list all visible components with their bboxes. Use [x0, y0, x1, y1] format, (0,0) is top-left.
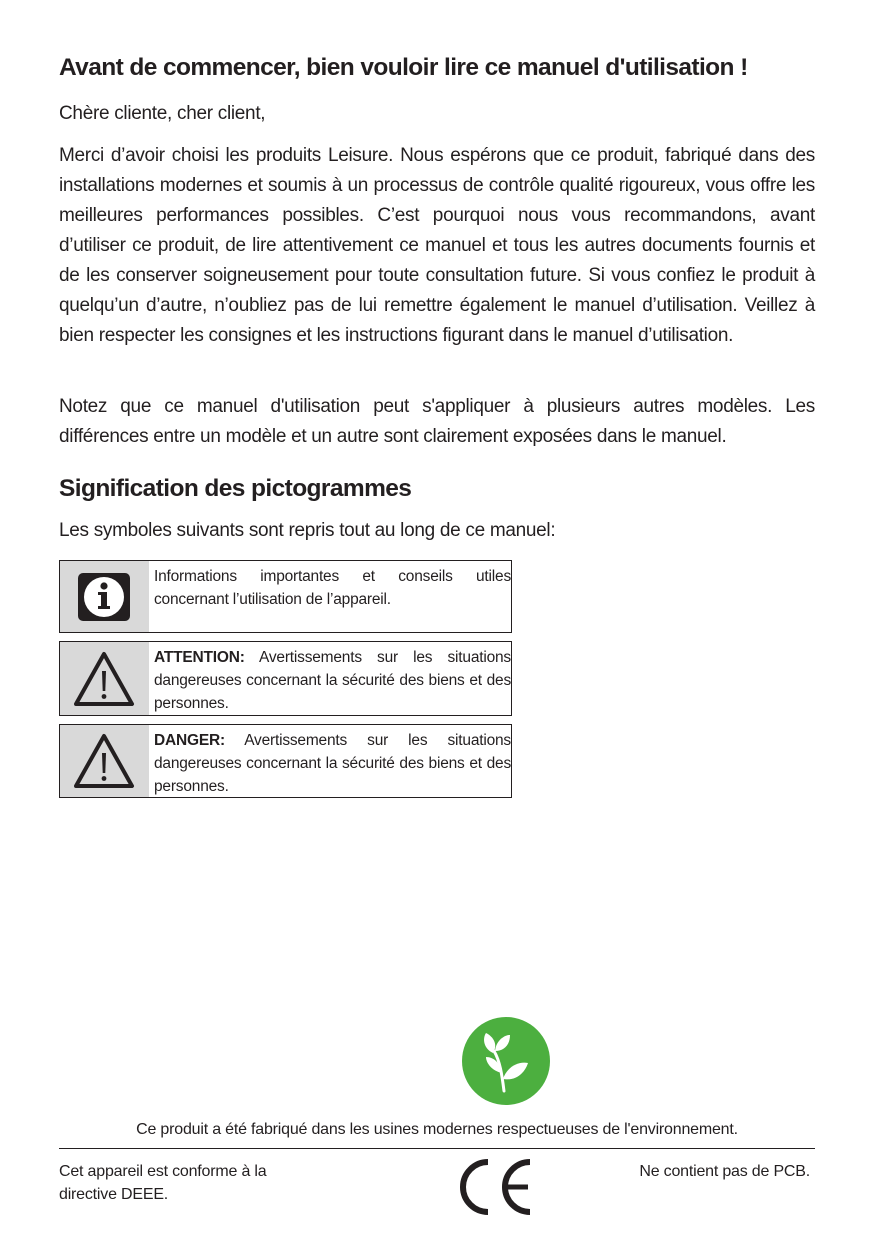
models-note-paragraph: Notez que ce manuel d'utilisation peut s'appliquer à plusieurs autres modèles. Les différences entre un modèle et un autre sont clairement exposées dans le manuel.	[59, 396, 815, 447]
footer-divider	[59, 1148, 815, 1149]
page-title: Avant de commencer, bien vouloir lire ce manuel d'utilisation !	[59, 54, 748, 81]
warning-icon	[60, 725, 149, 797]
danger-label: DANGER:	[154, 732, 225, 749]
attention-label: ATTENTION:	[154, 649, 245, 666]
info-icon	[60, 561, 149, 632]
pictogram-danger-box	[59, 724, 512, 798]
greeting: Chère cliente, cher client,	[59, 103, 266, 124]
pictogram-info-text: Informations importantes et conseils utiles concernant l’utilisation de l’appareil.	[154, 568, 511, 608]
ce-mark-icon	[458, 1158, 534, 1216]
eco-leaf-icon	[462, 1017, 550, 1105]
pictogram-info-box	[59, 560, 512, 633]
symbols-heading: Signification des pictogrammes	[59, 475, 412, 502]
environment-statement: Ce produit a été fabriqué dans les usines modernes respectueuses de l'environnement.	[136, 1121, 738, 1138]
intro-paragraph: Merci d’avoir choisi les produits Leisure. Nous espérons que ce produit, fabriqué dans des installations modernes et soumis à un processus de contrôle qualité rigoureux, vous offre les meilleures performances possibles. C’est pourquoi nous vous recommandons, avant d’utiliser ce produit, de lire attentivement ce manuel et tous les autres documents fournis et de les conserver soigneusement pour toute consultation future. Si vous confiez le produit à quelqu’un d’autre, n’oubliez pas de lui remettre également le manuel d’utilisation. Veillez à bien respecter les consignes et les instructions figurant dans le manuel d’utilisation.	[59, 145, 815, 346]
warning-icon	[60, 642, 149, 715]
pictogram-danger-text: DANGER: Avertissements sur les situations dangereuses concernant la sécurité des biens et des personnes.	[154, 732, 511, 795]
pictogram-attention-text: ATTENTION: Avertissements sur les situations dangereuses concernant la sécurité des biens et des personnes.	[154, 649, 511, 712]
symbols-intro: Les symboles suivants sont repris tout au long de ce manuel:	[59, 520, 556, 541]
deee-compliance: Cet appareil est conforme à la directive DEEE.	[59, 1163, 267, 1203]
pictogram-attention-box	[59, 641, 512, 716]
pcb-statement: Ne contient pas de PCB.	[639, 1163, 810, 1180]
